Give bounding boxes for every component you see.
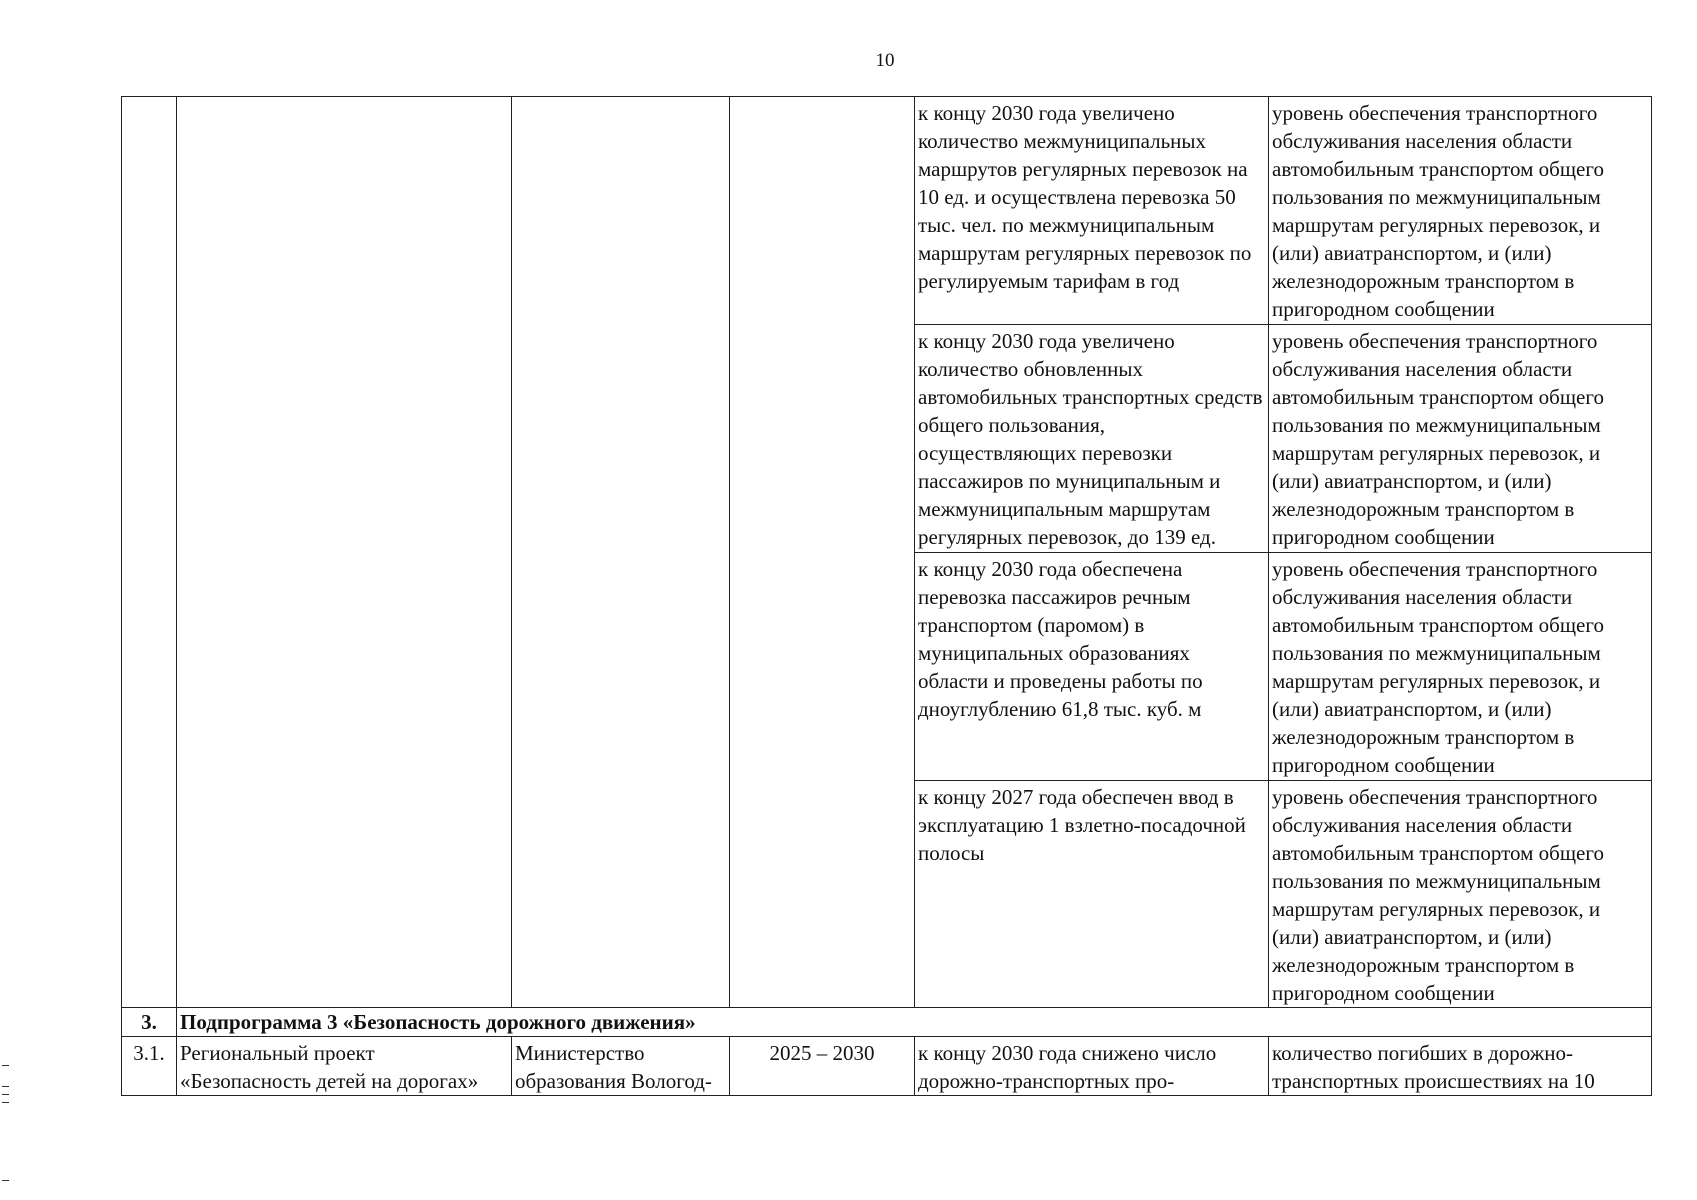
table-row (122, 97, 1652, 325)
margin-mark (2, 1065, 9, 1066)
project-period: 2025 – 2030 (730, 1037, 915, 1096)
subprogram-row (122, 1008, 1652, 1037)
page-number: 10 (875, 50, 895, 71)
result-cell: к концу 2030 года увеличено количество межмуниципальных маршрутов регулярных перевозок на 10 ед. и осуществлена перевозка 50 тыс. чел. по межмуниципальным маршрутам регулярных перевозок по регулируемым тарифам в год (915, 97, 1269, 325)
name-cell-empty (177, 97, 512, 1008)
table-row (122, 1037, 1652, 1096)
subprogram-number: 3. (122, 1008, 177, 1037)
subprogram-title: Подпрограмма 3 «Безопасность дорожного движения» (177, 1008, 1652, 1037)
project-result: к концу 2030 года снижено число дорожно-транспортных про- (915, 1037, 1269, 1096)
indicator-cell: уровень обеспечения транспортного обслуживания населения области автомобильным транспортом общего пользования по межмуниципальным маршрутам регулярных перевозок, и (или) авиатранспортом, и (или) железнодорожным транспортом в пригородном сообщении (1269, 325, 1652, 553)
project-responsible: Министерство образования Вологод- (512, 1037, 730, 1096)
period-cell-empty (730, 97, 915, 1008)
program-table (121, 96, 1652, 1096)
margin-mark (2, 1180, 9, 1181)
margin-mark (2, 1086, 9, 1087)
result-cell: к концу 2030 года обеспечена перевозка пассажиров речным транспортом (паромом) в муниципальных образованиях области и проведены работы по дноуглублению 61,8 тыс. куб. м (915, 553, 1269, 781)
result-cell: к концу 2030 года увеличено количество обновленных автомобильных транспортных средств общего пользования, осуществляющих перевозки пассажиров по муниципальным и межмуниципальным маршрутам регулярных перевозок, до 139 ед. (915, 325, 1269, 553)
result-cell: к концу 2027 года обеспечен ввод в эксплуатацию 1 взлетно-посадочной полосы (915, 781, 1269, 1008)
project-number: 3.1. (122, 1037, 177, 1096)
responsible-cell-empty (512, 97, 730, 1008)
indicator-cell: уровень обеспечения транспортного обслуживания населения области автомобильным транспортом общего пользования по межмуниципальным маршрутам регулярных перевозок, и (или) авиатранспортом, и (или) железнодорожным транспортом в пригородном сообщении (1269, 553, 1652, 781)
margin-mark (2, 1094, 9, 1095)
indicator-cell: уровень обеспечения транспортного обслуживания населения области автомобильным транспортом общего пользования по межмуниципальным маршрутам регулярных перевозок, и (или) авиатранспортом, и (или) железнодорожным транспортом в пригородном сообщении (1269, 781, 1652, 1008)
margin-mark (2, 1102, 9, 1103)
number-cell-empty (122, 97, 177, 1008)
project-name: Региональный проект «Безопасность детей на дорогах» (177, 1037, 512, 1096)
indicator-cell: уровень обеспечения транспортного обслуживания населения области автомобильным транспортом общего пользования по межмуниципальным маршрутам регулярных перевозок, и (или) авиатранспортом, и (или) железнодорожным транспортом в пригородном сообщении (1269, 97, 1652, 325)
project-indicator: количество погибших в дорожно-транспортных происшествиях на 10 (1269, 1037, 1652, 1096)
